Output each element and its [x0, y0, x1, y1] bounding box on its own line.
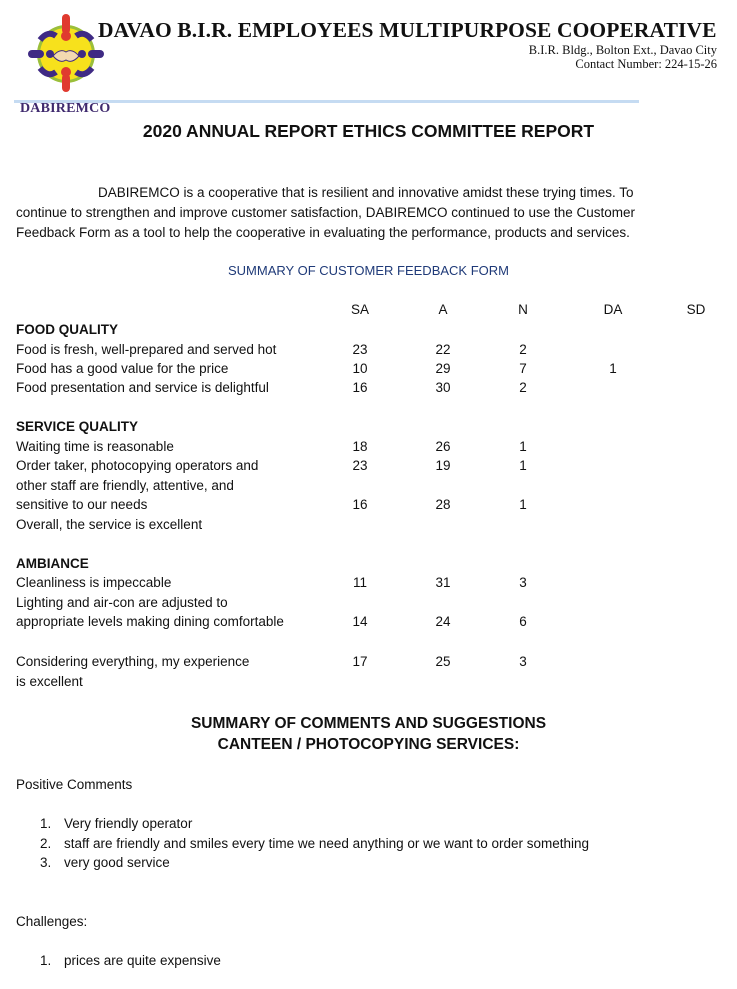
challenges-heading: Challenges:	[16, 914, 88, 929]
cell-sa: 10	[352, 361, 368, 376]
comments-title-line-2: CANTEEN / PHOTOCOPYING SERVICES:	[217, 736, 520, 753]
organization-contact-block	[529, 43, 717, 71]
cell-a: 26	[435, 439, 451, 454]
list-item	[40, 953, 221, 968]
row-label: sensitive to our needs	[16, 497, 148, 512]
row-label: Cleanliness is impeccable	[16, 575, 172, 590]
cell-sa: 23	[352, 342, 368, 357]
cell-sa: 16	[352, 497, 368, 512]
list-number: 2.	[40, 836, 52, 851]
cell-a: 29	[435, 361, 451, 376]
organization-name: DAVAO B.I.R. EMPLOYEES MULTIPURPOSE COOPERATIVE	[98, 18, 717, 42]
column-header-n: N	[518, 302, 528, 317]
cell-n: 7	[519, 361, 527, 376]
row-label: Considering everything, my experience	[16, 654, 250, 669]
list-text: very good service	[64, 855, 170, 870]
cell-n: 1	[519, 439, 527, 454]
column-header-a: A	[438, 302, 448, 317]
list-item	[40, 816, 192, 831]
page-title: 2020 ANNUAL REPORT ETHICS COMMITTEE REPORT	[142, 121, 595, 141]
row-label: Food presentation and service is delightful	[16, 380, 269, 395]
cell-n: 2	[519, 342, 527, 357]
organization-contact-number: Contact Number: 224-15-26	[575, 57, 717, 71]
cell-n: 3	[519, 575, 527, 590]
cell-a: 30	[435, 380, 451, 395]
cell-n: 6	[519, 614, 527, 629]
cell-n: 3	[519, 654, 527, 669]
cell-n: 1	[519, 497, 527, 512]
feedback-summary-title: SUMMARY OF CUSTOMER FEEDBACK FORM	[228, 263, 509, 278]
cell-sa: 23	[352, 458, 368, 473]
section-heading-food-quality: FOOD QUALITY	[16, 322, 118, 337]
list-item	[40, 836, 589, 851]
brand-abbreviation: DABIREMCO	[20, 101, 111, 116]
list-text: prices are quite expensive	[64, 953, 221, 968]
row-label: is excellent	[16, 674, 83, 689]
positive-comments-heading: Positive Comments	[16, 777, 133, 792]
column-header-sd: SD	[686, 302, 706, 317]
cell-n: 1	[519, 458, 527, 473]
intro-line-2: continue to strengthen and improve customer satisfaction, DABIREMCO continued to use the Customer	[16, 205, 636, 220]
cell-a: 25	[435, 654, 451, 669]
row-label: Food has a good value for the price	[16, 361, 229, 376]
list-number: 1.	[40, 816, 52, 831]
section-heading-ambiance: AMBIANCE	[16, 556, 89, 571]
comments-title-line-1: SUMMARY OF COMMENTS AND SUGGESTIONS	[190, 715, 547, 732]
list-number: 3.	[40, 855, 52, 870]
row-label: Lighting and air-con are adjusted to	[16, 595, 228, 610]
intro-line-1: DABIREMCO is a cooperative that is resilient and innovative amidst these trying times. To	[98, 185, 634, 200]
row-label: Overall, the service is excellent	[16, 517, 203, 532]
column-header-sa: SA	[350, 302, 369, 317]
cell-sa: 11	[352, 575, 367, 590]
list-text: Very friendly operator	[64, 816, 193, 831]
section-heading-service-quality: SERVICE QUALITY	[16, 419, 139, 434]
cell-sa: 16	[352, 380, 368, 395]
row-label: appropriate levels making dining comfortable	[16, 614, 284, 629]
cell-a: 28	[435, 497, 451, 512]
intro-paragraph	[16, 183, 718, 243]
cell-n: 2	[519, 380, 527, 395]
comments-summary-title	[0, 713, 737, 755]
list-item	[40, 855, 170, 870]
row-label: Waiting time is reasonable	[16, 439, 174, 454]
cell-sa: 18	[352, 439, 368, 454]
row-label: other staff are friendly, attentive, and	[16, 478, 234, 493]
cell-sa: 14	[352, 614, 368, 629]
cell-a: 19	[435, 458, 451, 473]
cell-a: 22	[435, 342, 451, 357]
cell-sa: 17	[352, 654, 368, 669]
intro-line-3: Feedback Form as a tool to help the cooperative in evaluating the performance, products and services.	[16, 225, 630, 240]
list-number: 1.	[40, 953, 52, 968]
list-text: staff are friendly and smiles every time we need anything or we want to order something	[64, 836, 590, 851]
row-label: Food is fresh, well-prepared and served hot	[16, 342, 277, 357]
cell-da: 1	[609, 361, 617, 376]
cooperative-logo-icon	[28, 12, 104, 92]
row-label: Order taker, photocopying operators and	[16, 458, 259, 473]
column-header-da: DA	[603, 302, 623, 317]
cell-a: 24	[435, 614, 451, 629]
cell-a: 31	[435, 575, 451, 590]
organization-address: B.I.R. Bldg., Bolton Ext., Davao City	[528, 43, 717, 57]
